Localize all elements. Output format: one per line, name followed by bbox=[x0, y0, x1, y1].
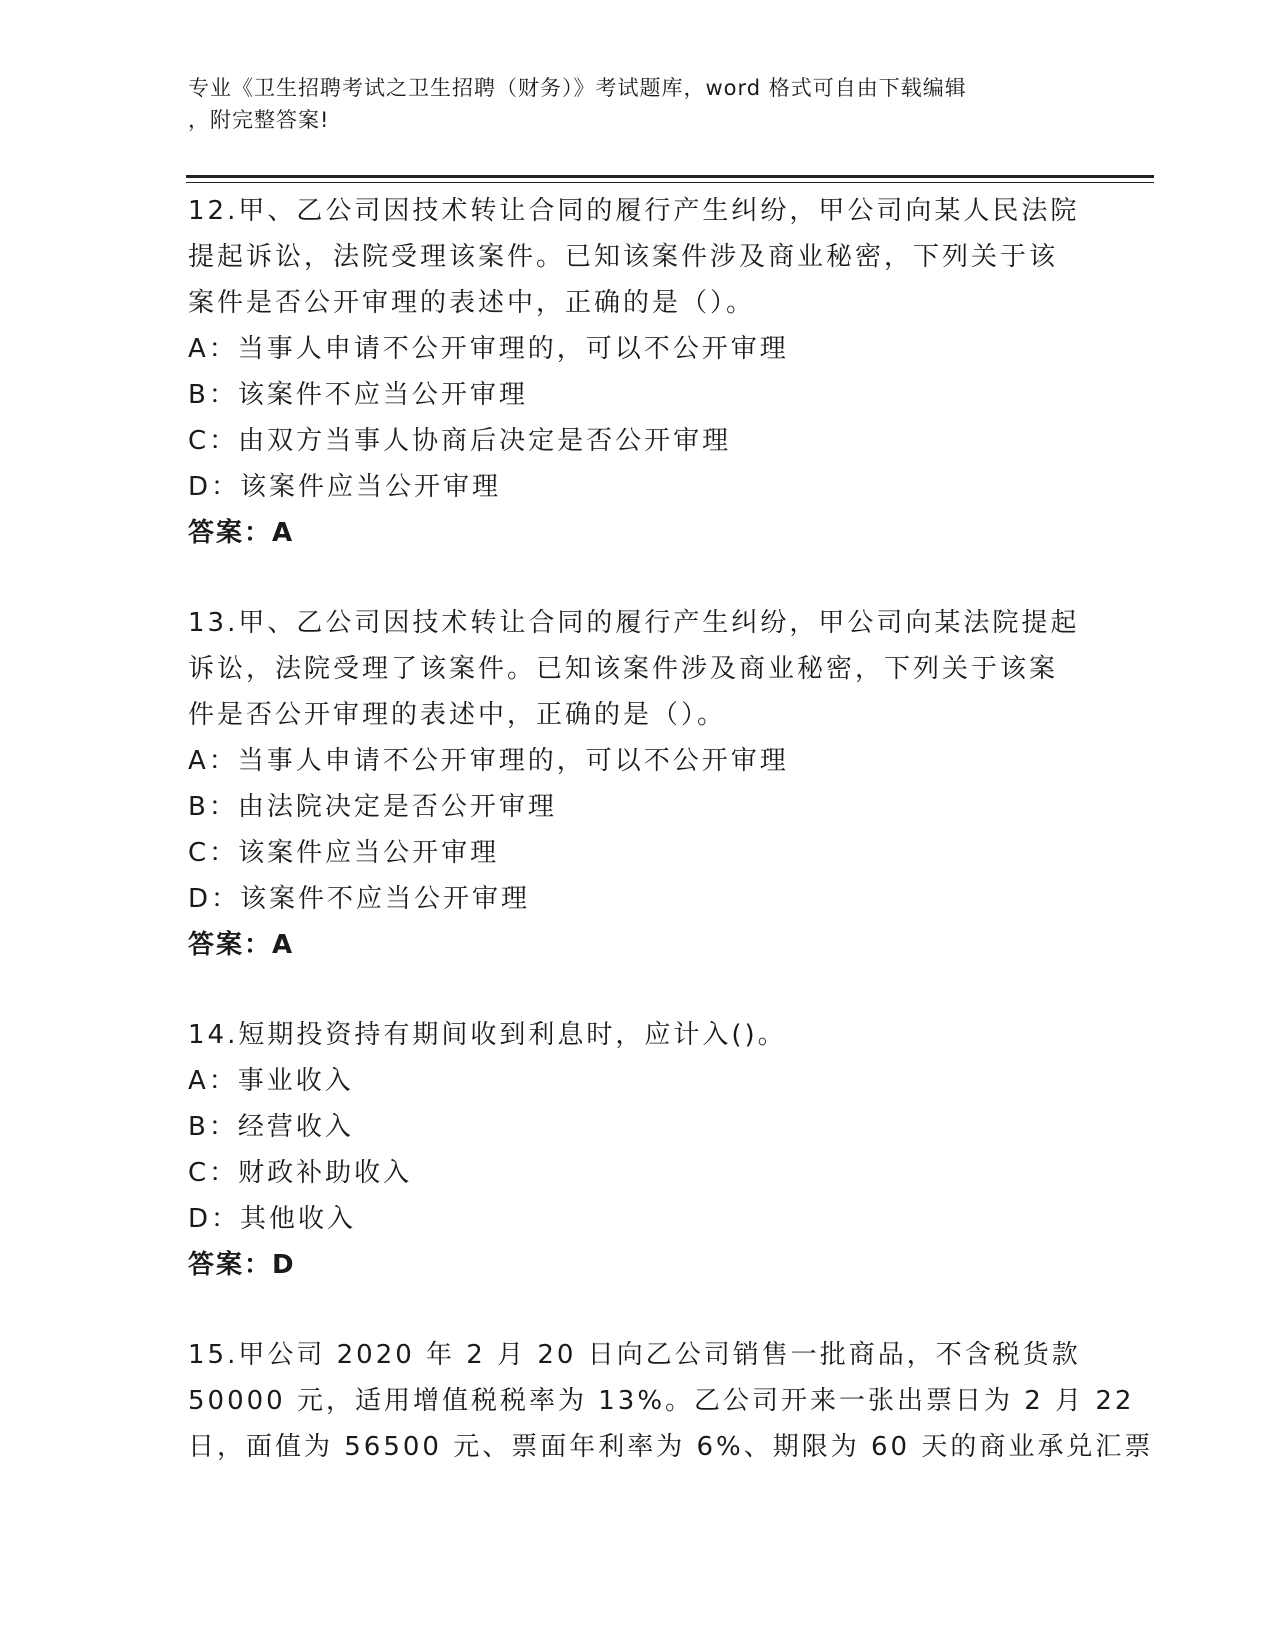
question-stem bbox=[188, 1332, 1154, 1470]
stem-line: 提起诉讼，法院受理该案件。已知该案件涉及商业秘密，下列关于该 bbox=[188, 242, 1059, 272]
option-c: C：由双方当事人协商后决定是否公开审理 bbox=[188, 426, 732, 456]
option-b: B：经营收入 bbox=[188, 1112, 354, 1142]
question-list bbox=[188, 188, 1154, 1470]
question-12 bbox=[188, 188, 1088, 556]
option-d: D：其他收入 bbox=[188, 1204, 357, 1234]
header-line-2: ，附完整答案! bbox=[188, 108, 330, 132]
stem-line: 案件是否公开审理的表述中，正确的是（）。 bbox=[188, 288, 756, 318]
document-header bbox=[188, 72, 1088, 136]
option-b: B：由法院决定是否公开审理 bbox=[188, 792, 557, 822]
option-a: A：当事人申请不公开审理的，可以不公开审理 bbox=[188, 746, 789, 776]
question-15 bbox=[188, 1332, 1154, 1470]
stem-line: 日，面值为 56500 元、票面年利率为 6%、期限为 60 天的商业承兑汇票 bbox=[188, 1432, 1154, 1462]
stem-line: 12.甲、乙公司因技术转让合同的履行产生纠纷，甲公司向某人民法院 bbox=[188, 196, 1080, 226]
question-stem bbox=[188, 1012, 1088, 1058]
option-c: C：该案件应当公开审理 bbox=[188, 838, 500, 868]
option-d: D：该案件应当公开审理 bbox=[188, 472, 502, 502]
option-a: A：事业收入 bbox=[188, 1066, 354, 1096]
stem-line: 件是否公开审理的表述中，正确的是（）。 bbox=[188, 700, 727, 730]
option-b: B：该案件不应当公开审理 bbox=[188, 380, 528, 410]
question-13 bbox=[188, 600, 1088, 968]
header-line-1: 专业《卫生招聘考试之卫生招聘（财务）》考试题库，word 格式可自由下载编辑 bbox=[188, 76, 967, 100]
header-rule-thin bbox=[186, 182, 1154, 183]
stem-line: 14.短期投资持有期间收到利息时，应计入()。 bbox=[188, 1020, 787, 1050]
option-d: D：该案件不应当公开审理 bbox=[188, 884, 531, 914]
question-stem bbox=[188, 188, 1088, 326]
answer: 答案：D bbox=[188, 1250, 296, 1280]
answer: 答案：A bbox=[188, 930, 295, 960]
option-c: C：财政补助收入 bbox=[188, 1158, 413, 1188]
stem-line: 15.甲公司 2020 年 2 月 20 日向乙公司销售一批商品，不含税货款 bbox=[188, 1340, 1081, 1370]
header-rule-thick bbox=[186, 175, 1154, 178]
question-14 bbox=[188, 1012, 1088, 1288]
stem-line: 50000 元，适用增值税税率为 13%。乙公司开来一张出票日为 2 月 22 bbox=[188, 1386, 1135, 1416]
answer: 答案：A bbox=[188, 518, 295, 548]
stem-line: 诉讼，法院受理了该案件。已知该案件涉及商业秘密，下列关于该案 bbox=[188, 654, 1059, 684]
option-a: A：当事人申请不公开审理的，可以不公开审理 bbox=[188, 334, 789, 364]
question-stem bbox=[188, 600, 1088, 738]
stem-line: 13.甲、乙公司因技术转让合同的履行产生纠纷，甲公司向某法院提起 bbox=[188, 608, 1080, 638]
